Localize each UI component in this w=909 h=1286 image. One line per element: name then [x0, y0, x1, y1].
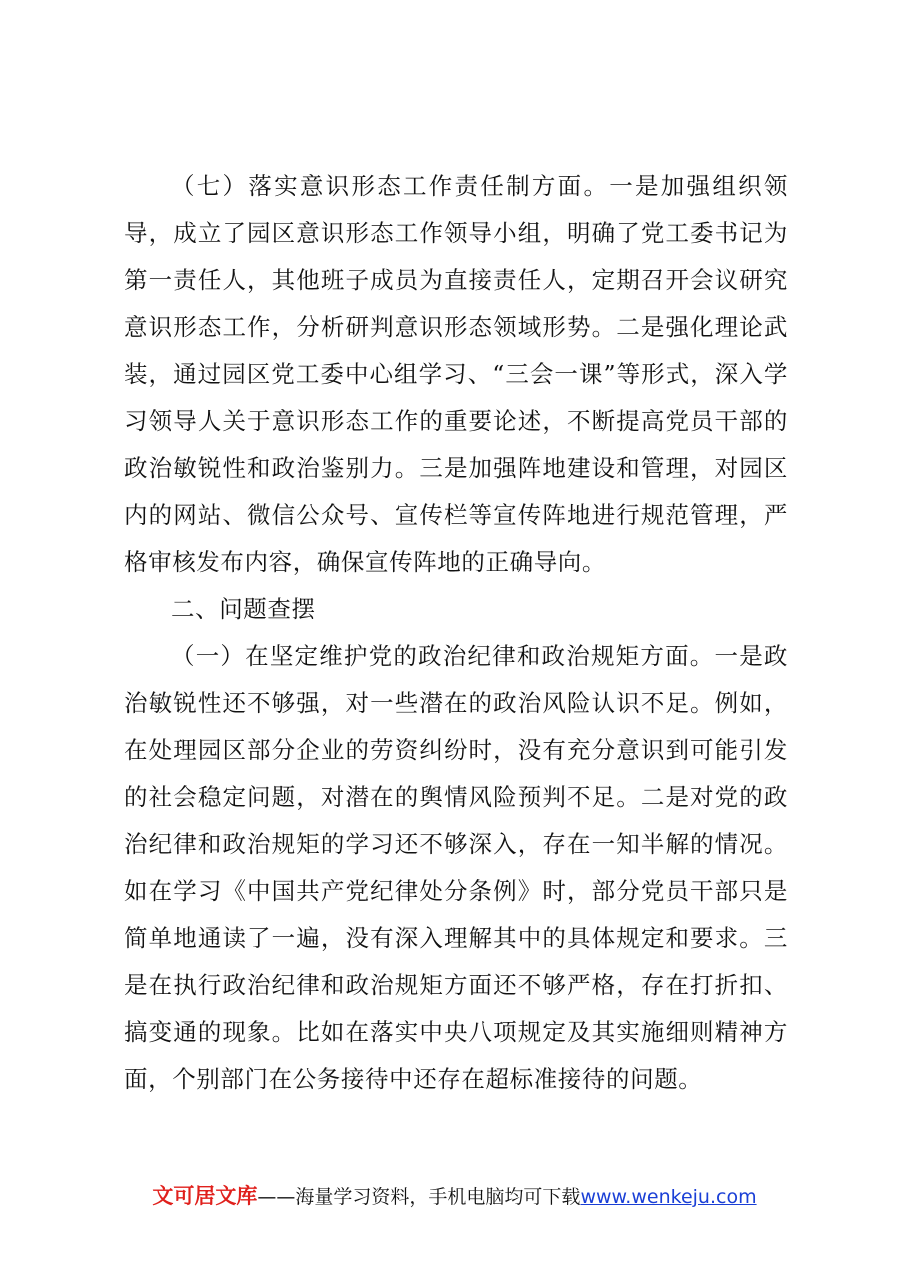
paragraph-political-discipline: （一）在坚定维护党的政治纪律和政治规矩方面。一是政治敏锐性还不够强，对一些潜在的政治风险认识不足。例如，在处理园区部分企业的劳资纠纷时，没有充分意识到可能引发的社会稳定问题，对潜在的舆情风险预判不足。二是对党的政治纪律和政治规矩的学习还不够深入，存在一知半解的情况。如在学习《中国共产党纪律处分条例》时，部分党员干部只是简单地通读了一遍，没有深入理解其中的具体规定和要求。三是在执行政治纪律和政治规矩方面还不够严格，存在打折扣、搞变通的现象。比如在落实中央八项规定及其实施细则精神方面，个别部门在公务接待中还存在超标准接待的问题。 [124, 642, 788, 1093]
section-heading-problems: 二、问题查摆 [171, 595, 316, 623]
footer-tagline: ——海量学习资料，手机电脑均可下载 [257, 1186, 581, 1208]
footer-brand: 文可居文库 [152, 1184, 258, 1208]
paragraph-responsibility-system: （七）落实意识形态工作责任制方面。一是加强组织领导，成立了园区意识形态工作领导小组，明确了党工委书记为第一责任人，其他班子成员为直接责任人，定期召开会议研究意识形态工作，分析研判意识形态领域形势。二是强化理论武装，通过园区党工委中心组学习、“三会一课”等形式，深入学习领导人关于意识形态工作的重要论述，不断提高党员干部的政治敏锐性和政治鉴别力。三是加强阵地建设和管理，对园区内的网站、微信公众号、宣传栏等宣传阵地进行规范管理，严格审核发布内容，确保宣传阵地的正确导向。 [124, 172, 788, 576]
footer-website-link[interactable]: www.wenkeju.com [580, 1186, 757, 1208]
document-body [124, 163, 788, 1103]
footer-banner [0, 1183, 909, 1210]
